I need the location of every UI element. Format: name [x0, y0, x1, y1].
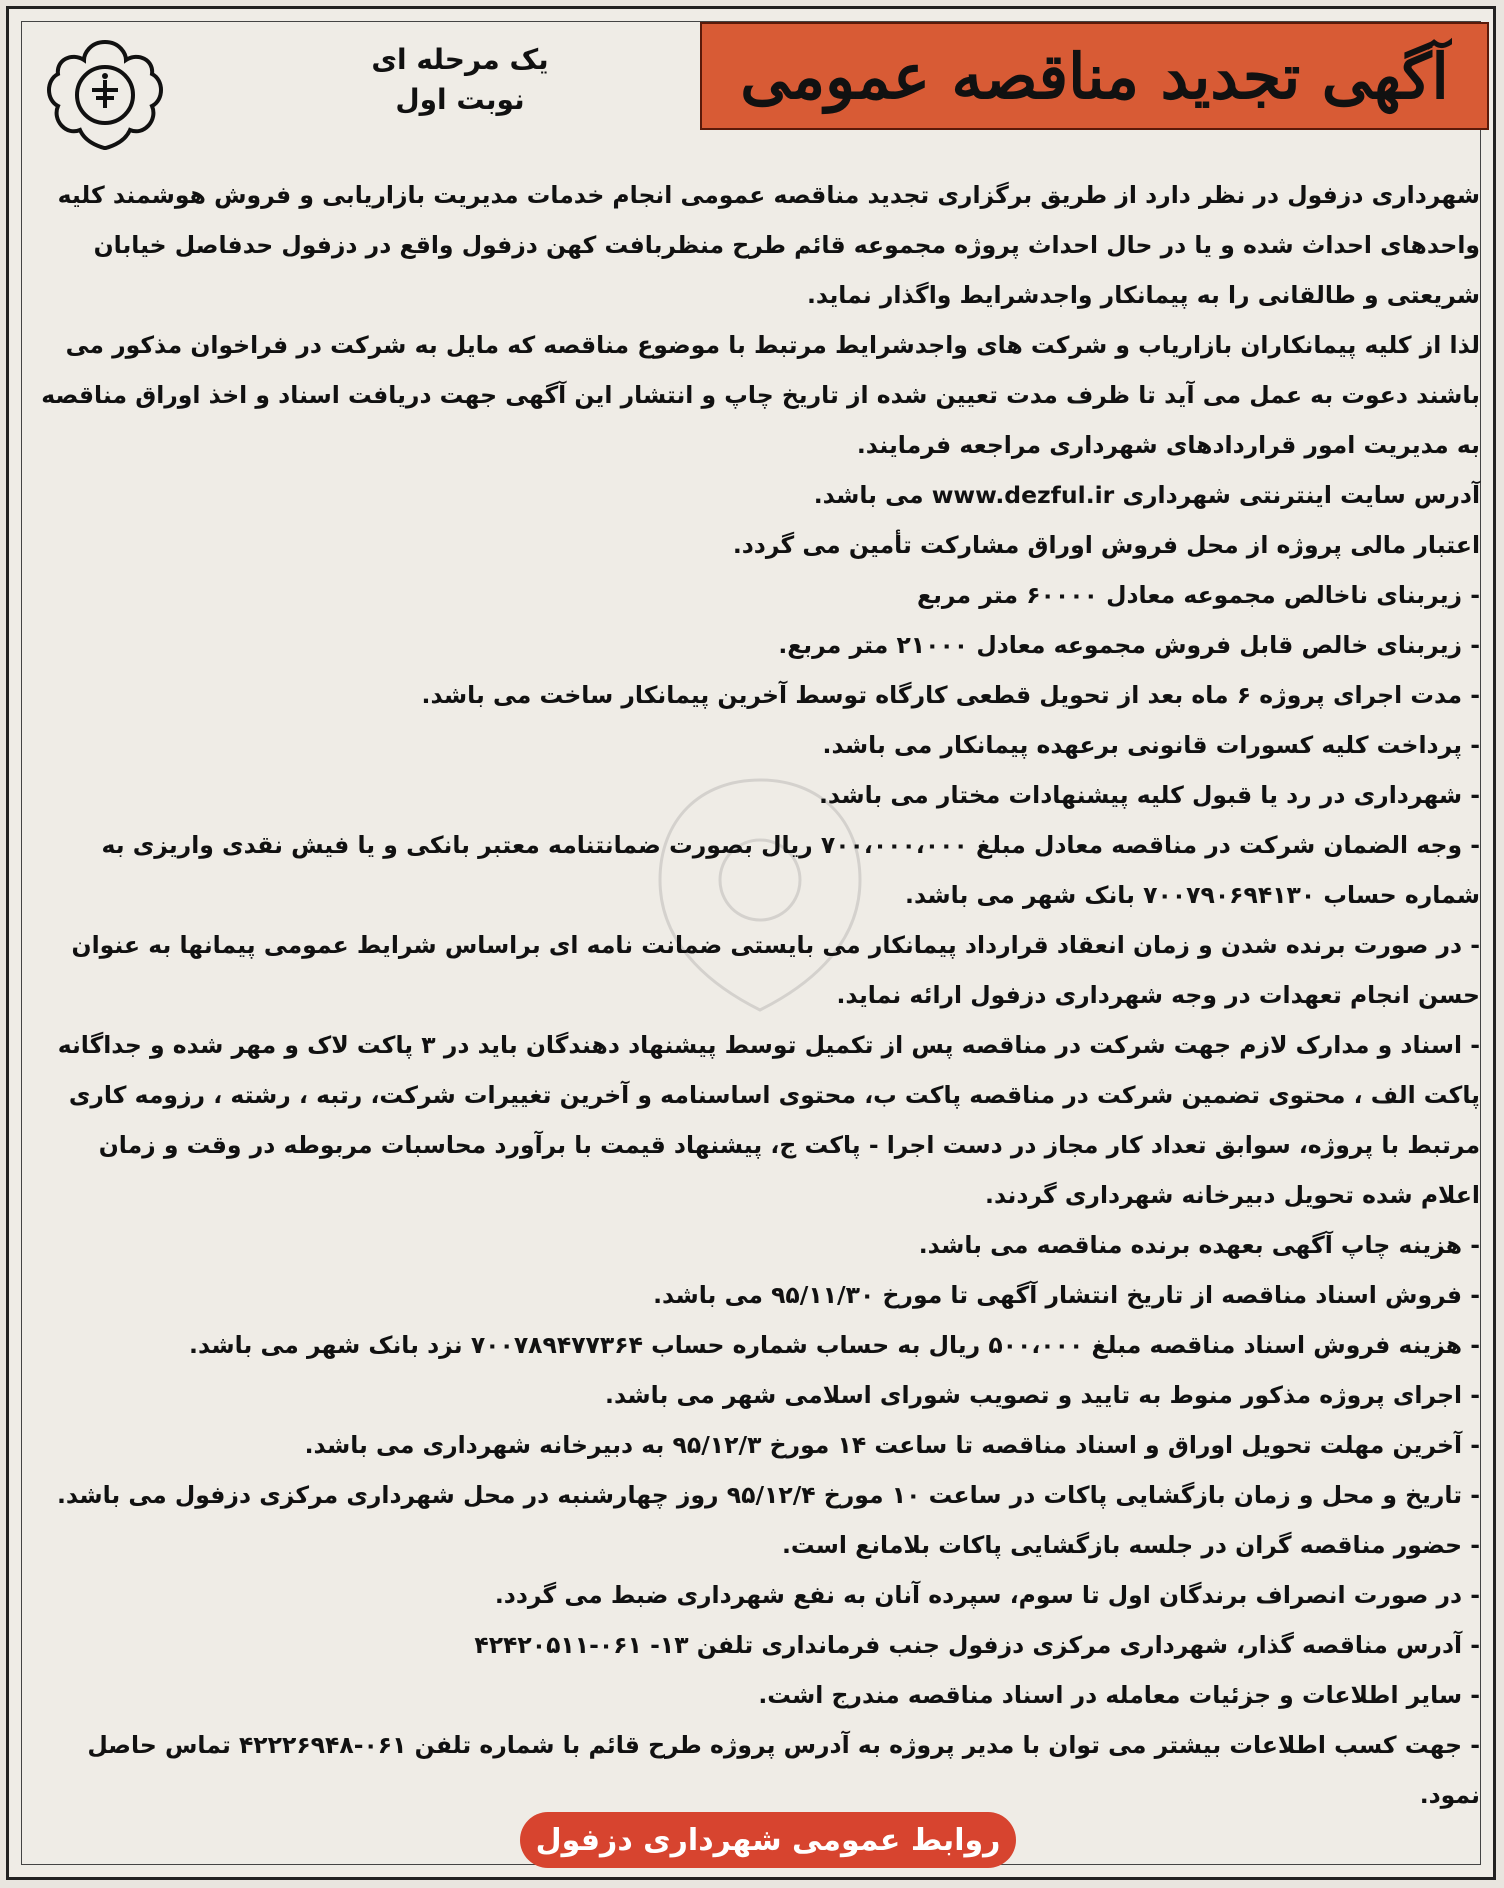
- notice-title: آگهی تجدید مناقصه عمومی: [740, 39, 1449, 113]
- body-paragraph: - در صورت برنده شدن و زمان انعقاد قرارداد پیمانکار می بایستی ضمانت نامه ای براساس شرایط عمومی پیمانها به عنوان حسن انجام تعهدات در وجه شهرداری دزفول ارائه نماید.: [71, 931, 1480, 1009]
- body-paragraph: - زیربنای خالص قابل فروش مجموعه معادل ۲۱۰۰۰ متر مربع.: [778, 631, 1480, 659]
- body-paragraph: - در صورت انصراف برندگان اول تا سوم، سپرده آنان به نفع شهرداری ضبط می گردد.: [494, 1581, 1480, 1609]
- title-banner: [700, 22, 1489, 130]
- body-paragraph: - آدرس مناقصه گذار، شهرداری مرکزی دزفول جنب فرمانداری تلفن ۱۳- ۰۶۱-۴۲۴۲۰۵۱۱: [474, 1631, 1480, 1659]
- body-paragraph: - هزینه فروش اسناد مناقصه مبلغ ۵۰۰،۰۰۰ ریال به حساب شماره حساب ۷۰۰۷۸۹۴۷۷۳۶۴ نزد بانک شهر می باشد.: [189, 1331, 1480, 1359]
- body-paragraph: - تاریخ و محل و زمان بازگشایی پاکات در ساعت ۱۰ مورخ ۹۵/۱۲/۴ روز چهارشنبه در محل شهرداری مرکزی دزفول می باشد.: [56, 1481, 1480, 1509]
- notice-body: [34, 170, 1480, 1820]
- body-paragraph: - مدت اجرای پروژه ۶ ماه بعد از تحویل قطعی کارگاه توسط آخرین پیمانکار ساخت می باشد.: [421, 681, 1480, 709]
- body-paragraph: شهرداری دزفول در نظر دارد از طریق برگزاری تجدید مناقصه عمومی انجام خدمات مدیریت بازاریابی و فروش هوشمند کلیه واحدهای احداث شده و یا در حال احداث پروژه مجموعه قائم طرح منظربافت کهن دزفول واقع در دزفول حدفاصل خیابان شریعتی و طالقانی را به پیمانکار واجدشرایط واگذار نماید.: [57, 181, 1480, 309]
- body-paragraph: - وجه الضمان شرکت در مناقصه معادل مبلغ ۷۰۰،۰۰۰،۰۰۰ ریال بصورت ضمانتنامه معتبر بانکی و یا فیش نقدی واریزی به شماره حساب ۷۰۰۷۹۰۶۹۴۱۳۰ بانک شهر می باشد.: [101, 831, 1480, 909]
- body-paragraph: - حضور مناقصه گران در جلسه بازگشایی پاکات بلامانع است.: [781, 1531, 1480, 1559]
- body-paragraph: آدرس سایت اینترنتی شهرداری www.dezful.ir می باشد.: [813, 481, 1480, 509]
- body-paragraph: - جهت کسب اطلاعات بیشتر می توان با مدیر پروژه به آدرس پروژه طرح قائم با شماره تلفن ۰۶۱-۴۲۲۲۶۹۴۸ تماس حاصل نمود.: [87, 1731, 1480, 1809]
- body-paragraph: - پرداخت کلیه کسورات قانونی برعهده پیمانکار می باشد.: [822, 731, 1480, 759]
- dezful-municipality-emblem-icon: [44, 36, 166, 152]
- body-paragraph: - زیربنای ناخالص مجموعه معادل ۶۰۰۰۰ متر مربع: [917, 581, 1480, 609]
- footer-banner: [520, 1812, 1016, 1868]
- body-paragraph: - اسناد و مدارک لازم جهت شرکت در مناقصه پس از تکمیل توسط پیشنهاد دهندگان باید در ۳ پاکت لاک و مهر شده و جداگانه پاکت الف ، محتوی تضمین شرکت در مناقصه پاکت ب، محتوی اساسنامه و آخرین تغییرات شرکت، رتبه ، رشته ، رزومه کاری مرتبط با پروژه، سوابق تعداد کار مجاز در دست اجرا - پاکت ج، پیشنهاد قیمت با برآورد محاسبات مربوطه در وقت و زمان اعلام شده تحویل دبیرخانه شهرداری گردند.: [57, 1031, 1480, 1209]
- body-paragraph: - شهرداری در رد یا قبول کلیه پیشنهادات مختار می باشد.: [818, 781, 1480, 809]
- body-paragraph: - آخرین مهلت تحویل اوراق و اسناد مناقصه تا ساعت ۱۴ مورخ ۹۵/۱۲/۳ به دبیرخانه شهرداری می باشد.: [304, 1431, 1480, 1459]
- stage-label: [360, 40, 560, 120]
- body-paragraph: لذا از کلیه پیمانکاران بازاریاب و شرکت های واجدشرایط مرتبط با موضوع مناقصه که مایل به شرکت در فراخوان مذکور می باشند دعوت به عمل می آید تا ظرف مدت تعیین شده از تاریخ چاپ و انتشار این آگهی جهت دریافت اسناد و اخذ اوراق مناقصه به مدیریت امور قراردادهای شهرداری مراجعه فرمایند.: [41, 331, 1480, 459]
- stage-line-1: یک مرحله ای: [371, 43, 549, 76]
- body-paragraph: - سایر اطلاعات و جزئیات معامله در اسناد مناقصه مندرج اشت.: [758, 1681, 1480, 1709]
- body-paragraph: - اجرای پروژه مذکور منوط به تایید و تصویب شورای اسلامی شهر می باشد.: [605, 1381, 1480, 1409]
- body-paragraph: - هزینه چاپ آگهی بعهده برنده مناقصه می باشد.: [918, 1231, 1480, 1259]
- stage-line-2: نوبت اول: [395, 83, 525, 116]
- body-paragraph: اعتبار مالی پروژه از محل فروش اوراق مشارکت تأمین می گردد.: [732, 531, 1480, 559]
- footer-label: روابط عمومی شهرداری دزفول: [535, 1822, 1001, 1858]
- body-paragraph: - فروش اسناد مناقصه از تاریخ انتشار آگهی تا مورخ ۹۵/۱۱/۳۰ می باشد.: [653, 1281, 1480, 1309]
